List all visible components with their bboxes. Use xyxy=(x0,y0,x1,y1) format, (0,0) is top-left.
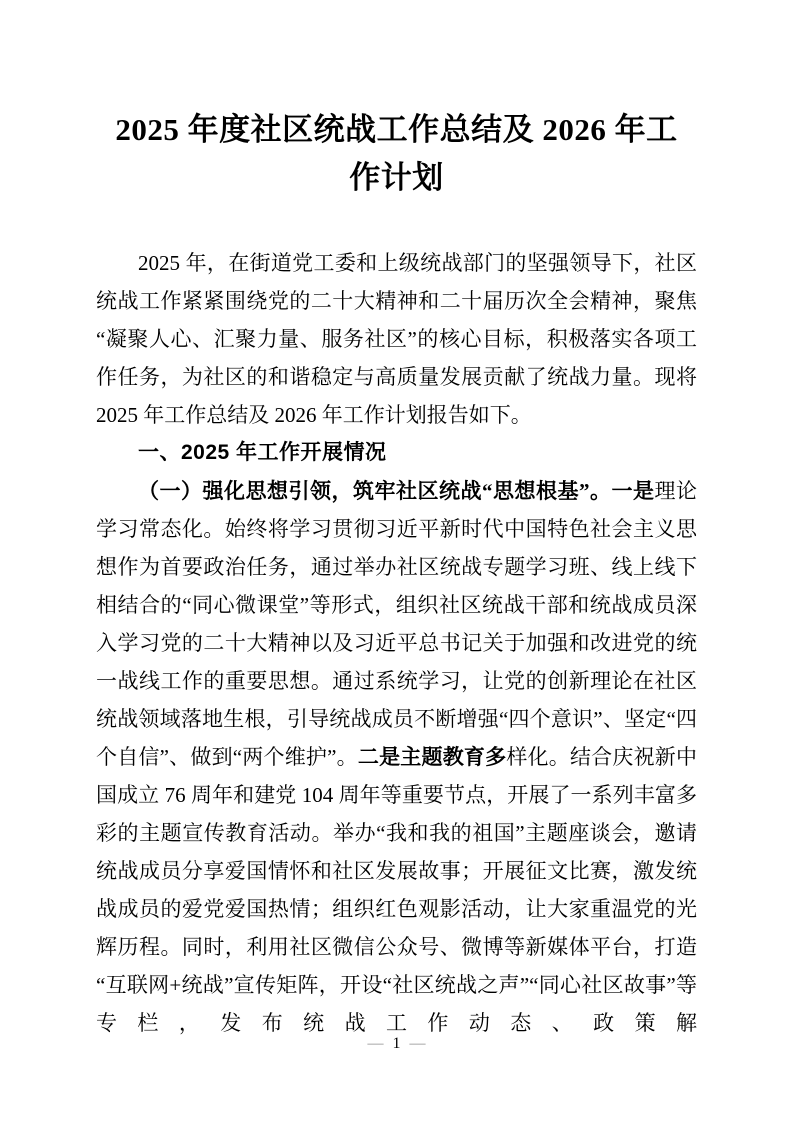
footer-page-number: 1 xyxy=(392,1035,401,1052)
section-1-bold-lead-run: （一）强化思想引领，筑牢社区统战“思想根基”。一是 xyxy=(138,479,655,503)
opening-paragraph: 2025 年，在街道党工委和上级统战部门的坚强领导下，社区统战工作紧紧围绕党的二十大精神和二十届历次全会精神，聚焦“凝聚人心、汇聚力量、服务社区”的核心目标，积极落实各项工作任务，为社区的和谐稳定与高质量发展贡献了统战力量。现将 2025 年工作总结及 2026 年工作计划报告如下。 xyxy=(96,251,697,427)
page-number-footer xyxy=(0,1034,793,1054)
section-heading-1: 一、2025 年工作开展情况 xyxy=(138,441,387,464)
document-title-line-1: 2025 年度社区统战工作总结及 2026 年工 xyxy=(115,112,678,147)
document-title-line-2: 作计划 xyxy=(349,160,444,195)
section-1-bold-run-2: 二是主题教育多 xyxy=(357,745,507,769)
section-1-regular-run-1: 理论学习常态化。始终将学习贯彻习近平新时代中国特色社会主义思想作为首要政治任务，通过举办社区统战专题学习班、线上线下相结合的“同心微课堂”等形式，组织社区统战干部和统战成员深入学习党的二十大精神以及习近平总书记关于加强和改进党的统一战线工作的重要思想。通过系统学习，让党的创新理论在社区统战领域落地生根，引导统战成员不断增强“四个意识”、坚定“四个自信”、做到“两个维护”。 xyxy=(96,479,697,769)
document-content xyxy=(96,0,697,1042)
footer-dash-left: — xyxy=(367,1035,384,1052)
section-1-paragraph xyxy=(96,472,697,1042)
footer-dash-right: — xyxy=(409,1035,426,1052)
document-body xyxy=(96,244,697,1042)
document-title xyxy=(96,106,697,202)
section-1-regular-run-2: 样化。结合庆祝新中国成立 76 周年和建党 104 周年等重要节点，开展了一系列丰富多彩的主题宣传教育活动。举办“我和我的祖国”主题座谈会，邀请统战成员分享爱国情怀和社区发展故事；开展征文比赛，激发统战成员的爱党爱国热情；组织红色观影活动，让大家重温党的光辉历程。同时，利用社区微信公众号、微博等新媒体平台，打造“互联网+统战”宣传矩阵，开设“社区统战之声”“同心社区故事”等专栏，发布统战工作动态、政策解 xyxy=(96,745,698,1035)
